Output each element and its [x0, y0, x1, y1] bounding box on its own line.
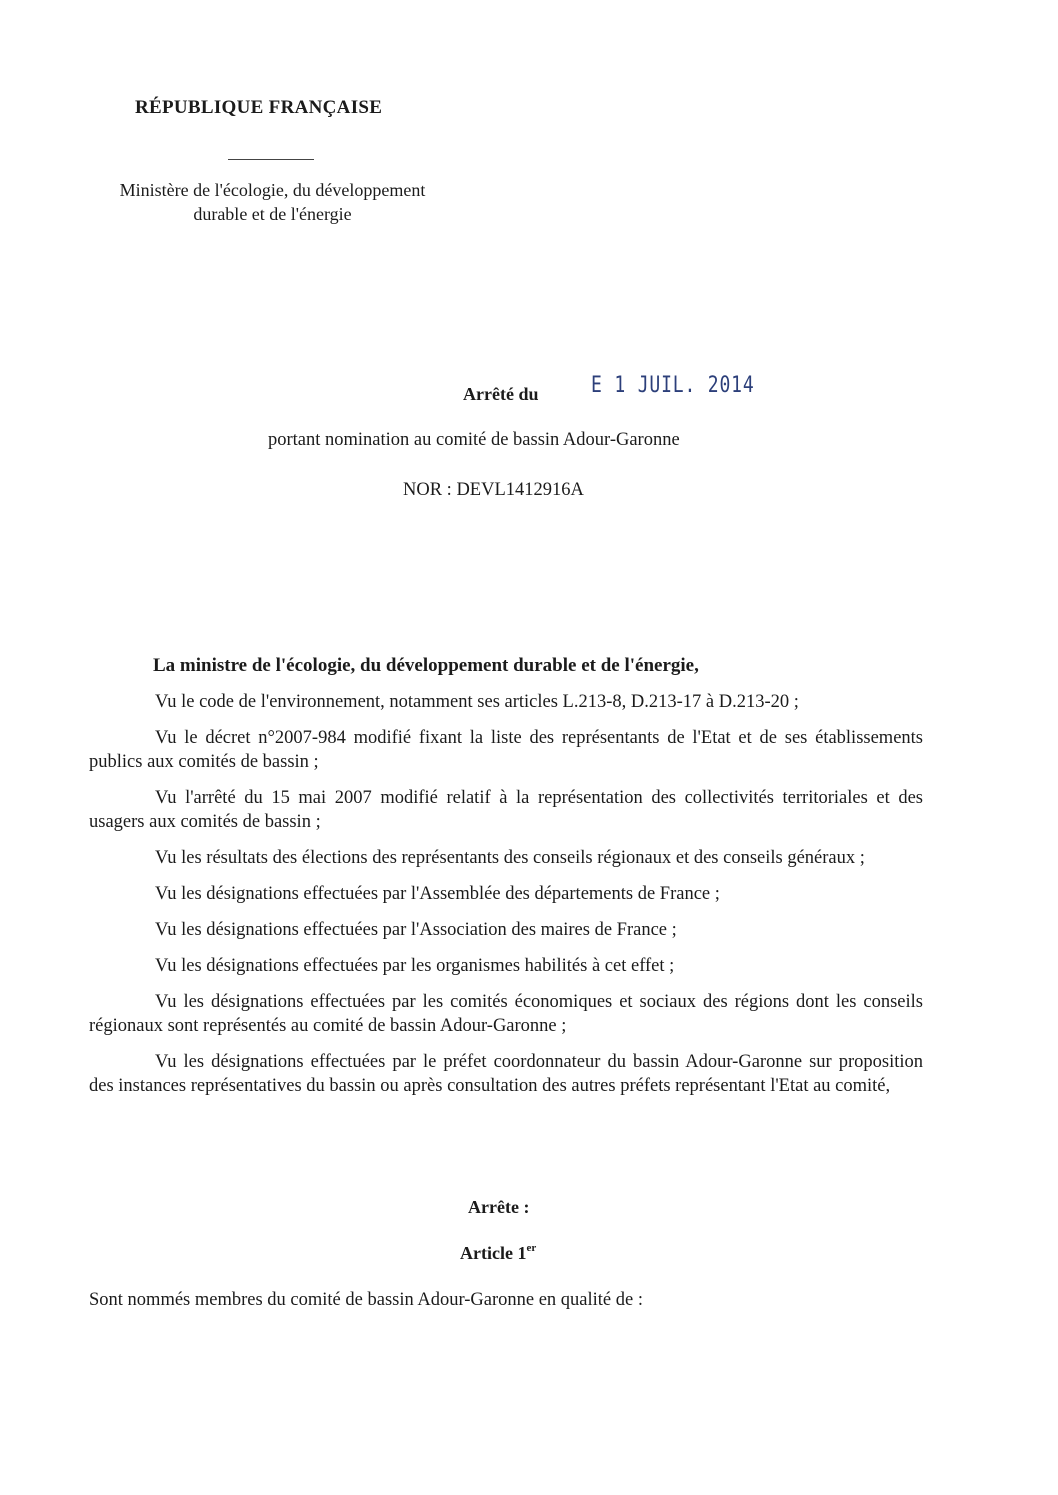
- visa-paragraph: Vu les résultats des élections des représentants des conseils régionaux et des conseils généraux ;: [155, 848, 865, 868]
- visa-paragraph: Vu le décret n°2007-984 modifié fixant la liste des représentants de l'Etat et de ses établissements publics aux comités de bassin ;: [89, 728, 923, 772]
- article-ordinal: er: [526, 1242, 537, 1254]
- visa-paragraph: Vu les désignations effectuées par les organismes habilités à cet effet ;: [155, 956, 675, 976]
- header-separator: [228, 159, 314, 160]
- article-text: Sont nommés membres du comité de bassin Adour-Garonne en qualité de :: [89, 1290, 643, 1310]
- visa-paragraph: Vu les désignations effectuées par l'Association des maires de France ;: [155, 920, 677, 940]
- visa-paragraph: Vu les désignations effectuées par les comités économiques et sociaux des régions dont les conseils régionaux sont représentés au comité de bassin Adour-Garonne ;: [89, 992, 923, 1036]
- ministere-heading: Ministère de l'écologie, du développement durable et de l'énergie: [119, 180, 426, 224]
- arrete-du-label: Arrêté du: [463, 384, 539, 404]
- visa-paragraph: Vu les désignations effectuées par le préfet coordonnateur du bassin Adour-Garonne sur proposition des instances représentatives du bassin ou après consultation des autres préfets représentant l'Etat au comité,: [89, 1052, 923, 1096]
- nor-reference: NOR : DEVL1412916A: [403, 480, 584, 500]
- visa-paragraph: Vu le code de l'environnement, notamment ses articles L.213-8, D.213-17 à D.213-20 ;: [155, 692, 799, 712]
- date-stamp: E 1 JUIL. 2014: [591, 373, 755, 398]
- arrete-subject: portant nomination au comité de bassin Adour-Garonne: [268, 430, 680, 450]
- republique-heading: RÉPUBLIQUE FRANÇAISE: [135, 97, 383, 118]
- article-heading: [460, 1242, 536, 1264]
- visas-block: [89, 654, 923, 1098]
- minister-line: La ministre de l'écologie, du développement durable et de l'énergie,: [153, 655, 699, 676]
- article-label: Article 1: [460, 1243, 527, 1263]
- visa-paragraph: Vu les désignations effectuées par l'Assemblée des départements de France ;: [155, 884, 720, 904]
- arrete-heading: Arrête :: [468, 1197, 530, 1217]
- visa-paragraph: Vu l'arrêté du 15 mai 2007 modifié relatif à la représentation des collectivités territoriales et des usagers aux comités de bassin ;: [89, 788, 923, 832]
